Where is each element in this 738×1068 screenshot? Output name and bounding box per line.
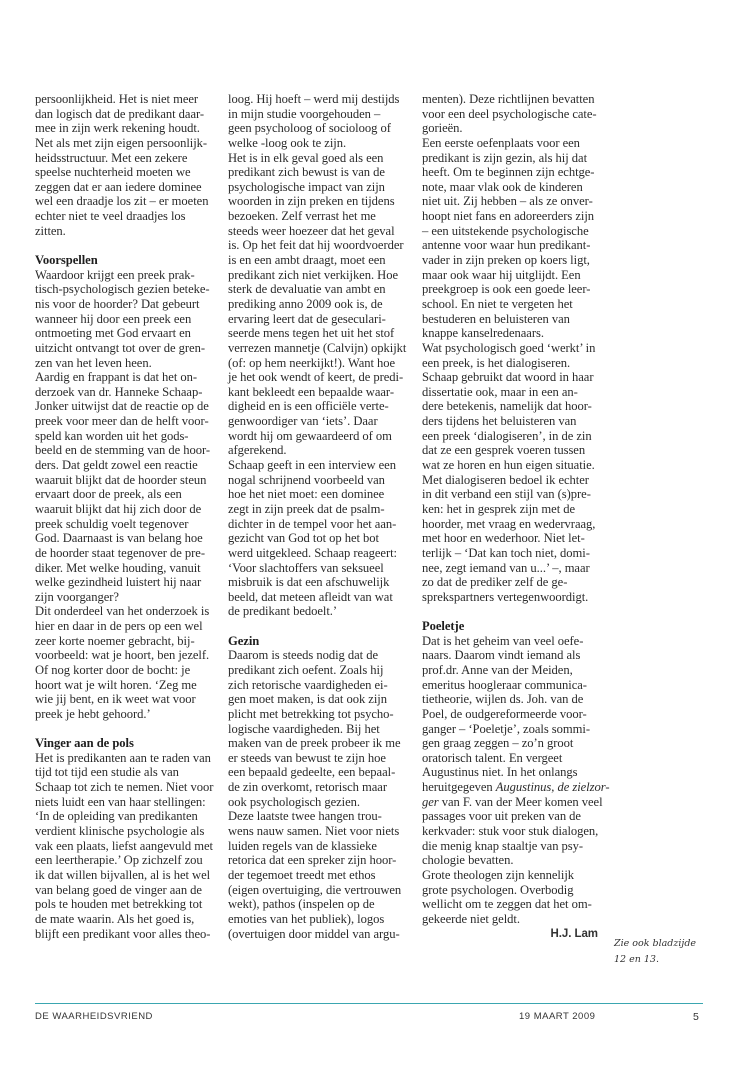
- text-line: vader in zijn preken op koers ligt,: [422, 253, 590, 268]
- text-line: ganger – ‘Poeletje’, zoals sommi-: [422, 721, 590, 736]
- text-line: zich retorische vaardigheden ei-: [228, 677, 388, 692]
- text-line: de mate waarin. Als het goed is,: [35, 911, 195, 926]
- text-line: een preek, is het dialogiseren.: [422, 355, 571, 370]
- text-line: verdient klinische psychologie als: [35, 824, 205, 839]
- text-line: prediking anno 2009 ook is, de: [228, 296, 383, 311]
- text-line: zeggen dat er aan iedere dominee: [35, 179, 202, 194]
- text-line: Met dialogiseren bedoel ik echter: [422, 472, 589, 487]
- text-line: geen psycholoog of socioloog of: [228, 121, 391, 136]
- text-line: antenne voor waar hun predikant-: [422, 238, 591, 253]
- section-heading: Voorspellen: [35, 253, 98, 268]
- text-line: maken van de preek probeer ik me: [228, 736, 401, 751]
- text-line: echter niet te veel draadjes los: [35, 209, 186, 224]
- text-line: dat ze een gesprek voeren tussen: [422, 443, 586, 458]
- text-line: hier en daar in de pers op een wel: [35, 619, 203, 634]
- text-line: dere betekenis, namelijk dat hoor-: [422, 399, 592, 414]
- text-line: een leertherapie.’ Op zichzelf zou: [35, 853, 203, 868]
- text-line: is. Op het feit dat hij woordvoerder: [228, 238, 404, 253]
- text-line: woorden in zijn preken en tijdens: [228, 194, 395, 209]
- text-line: note, maar vlak ook de kinderen: [422, 179, 583, 194]
- text-line: in dit verband een stijl van (s)pre-: [422, 487, 591, 502]
- text-line: [422, 795, 607, 810]
- text-line: preekgroep is ook een goede leer-: [422, 282, 591, 297]
- section-heading: Gezin: [228, 633, 260, 648]
- italic-title-text: ger: [422, 794, 439, 809]
- text-line: God. Daarnaast is van belang hoe: [35, 531, 203, 546]
- text-line: ook psychologisch gezien.: [228, 794, 361, 809]
- text-line: misbruik is dat een afschuwelijk: [228, 575, 390, 590]
- text-line: Dit onderdeel van het onderzoek is: [35, 604, 210, 619]
- text-line: Dat is het geheim van veel oefe-: [422, 633, 584, 648]
- paragraph: [422, 92, 607, 604]
- text-line: predikant zich bewust is van de: [228, 165, 385, 180]
- text-line: Grote theologen zijn kennelijk: [422, 867, 575, 882]
- text-line: zo dat de prediker zelf de ge-: [422, 575, 568, 590]
- text-line: menten). Deze richtlijnen bevatten: [422, 92, 595, 106]
- section-heading: Vinger aan de pols: [35, 736, 134, 751]
- text-line: der tegemoet treedt met ethos: [228, 867, 376, 882]
- text-line: nis voor de hoorder? Dat gebeurt: [35, 296, 200, 311]
- text-line: seerde mens tegen het uit het stof: [228, 326, 395, 341]
- paragraph-spacer: [422, 604, 607, 619]
- text-line: persoonlijkheid. Het is niet meer: [35, 92, 199, 106]
- text-line: Aardig en frappant is dat het on-: [35, 370, 198, 385]
- text-line: digheid en is een officiële verte-: [228, 399, 389, 414]
- text-line: heeft. Om te beginnen zijn echtge-: [422, 165, 595, 180]
- text-line: beeld, dat meteen afleidt van wat: [228, 589, 393, 604]
- text-line: welke gezindheid luistert hij naar: [35, 575, 202, 590]
- text-line: oratorisch talent. En vergeet: [422, 750, 563, 765]
- text-line: emoties van het publiek), logos: [228, 911, 385, 926]
- text-line: niet uit. Zij hebben – als ze onver-: [422, 194, 593, 209]
- text-line: Poel, de oudgereformeerde voor-: [422, 706, 587, 721]
- text-line: niets luidt een van haar stellingen:: [35, 794, 206, 809]
- text-line: welke -loog ook te zijn.: [228, 135, 347, 150]
- sidenote-line-1: Zie ook bladzijde: [614, 938, 697, 949]
- text-line: psychologische impact van zijn: [228, 179, 385, 194]
- text-line: wanneer hij door een preek een: [35, 311, 192, 326]
- text-line: speld kan worden uit het gods-: [35, 428, 189, 443]
- paragraph: [35, 751, 220, 941]
- text-segment: heruitgegeven: [422, 780, 496, 795]
- text-line: dan logisch dat de predikant daar-: [35, 106, 205, 121]
- paragraph: [228, 648, 413, 941]
- text-line: wel een draadje los zit – er moeten: [35, 194, 209, 209]
- text-line: Deze laatste twee hangen trou-: [228, 809, 382, 824]
- text-line: logische vaardigheden. Bij het: [228, 721, 380, 736]
- text-line: uitzicht ontvangt tot over de gren-: [35, 340, 205, 355]
- text-line: dissertatie ook, maar in een an-: [422, 384, 578, 399]
- text-line: Schaap gebruikt dat woord in haar: [422, 370, 594, 385]
- text-line: ders. Dat geldt zowel een reactie: [35, 458, 198, 473]
- text-line: Augustinus niet. In het onlangs: [422, 765, 578, 780]
- text-line: predikant zich niet verkijken. Hoe: [228, 267, 399, 282]
- text-line: de predikant bedoelt.’: [228, 604, 338, 619]
- text-line: Wat psychologisch goed ‘werkt’ in: [422, 340, 596, 355]
- text-line: Waardoor krijgt een preek prak-: [35, 267, 195, 282]
- paragraph: [228, 92, 413, 619]
- text-line: derzoek van dr. Hanneke Schaap-: [35, 384, 203, 399]
- text-line: zijn voorganger?: [35, 589, 119, 604]
- text-line: heidsstructuur. Met een zekere: [35, 150, 188, 165]
- text-line: gen moet maken, is dat ook zijn: [228, 692, 387, 707]
- text-line: gorieën.: [422, 121, 463, 136]
- text-line: beeld en de stemming van de hoor-: [35, 443, 211, 458]
- article-column-2: [228, 92, 413, 941]
- text-line: voor een deel psychologische cate-: [422, 106, 597, 121]
- issue-date: 19 MAART 2009: [519, 1011, 596, 1022]
- section-heading: Poeletje: [422, 619, 465, 634]
- text-line: er steeds van bewust te zijn hoe: [228, 750, 386, 765]
- text-line: waaruit blijkt dat hij zich door de: [35, 501, 202, 516]
- cross-reference-note: [614, 936, 696, 968]
- text-line: ontmoeting met God ervaart en: [35, 326, 191, 341]
- text-line: een preek ‘dialogiseren’, in de zin: [422, 428, 592, 443]
- text-line: kerkvader: stuk voor stuk dialogen,: [422, 824, 599, 839]
- text-line: wat ze horen en hun eigen situatie.: [422, 458, 595, 473]
- text-line: ken: het in gesprek zijn met de: [422, 501, 576, 516]
- text-line: nee, zegt iemand van u...’ –, maar: [422, 560, 590, 575]
- text-line: de zin overkomt, retorisch maar: [228, 780, 387, 795]
- text-line: grote psychologen. Overbodig: [422, 882, 574, 897]
- paragraph-spacer: [35, 238, 220, 253]
- text-line: ik dat willen bijvallen, al is het wel: [35, 867, 211, 882]
- text-line: tijd tot tijd een studie als van: [35, 765, 179, 780]
- text-line: wellicht om te zeggen dat het om-: [422, 897, 592, 912]
- text-line: Het is predikanten aan te raden van: [35, 750, 211, 765]
- text-line: sterk de devaluatie van ambt en: [228, 282, 386, 297]
- text-line: zegt in zijn preek dat de psalm-: [228, 501, 385, 516]
- text-line: retorica dat een spreker zijn hoor-: [228, 853, 397, 868]
- text-line: (of: op hem neerkijkt!). Want hoe: [228, 355, 396, 370]
- text-line: Jonker uitwijst dat de reactie op de: [35, 399, 209, 414]
- text-line: tietheorie, wijlen ds. Joh. van de: [422, 692, 584, 707]
- text-line: is en een ambt draagt, moet een: [228, 253, 386, 268]
- text-line: school. En niet te vergeten het: [422, 296, 573, 311]
- text-line: passages voor uit preken van de: [422, 809, 581, 824]
- text-line: je het ook wendt of keert, de predi-: [228, 370, 404, 385]
- italic-title-text: Augustinus, de zielzor-: [495, 780, 610, 795]
- paragraph: [35, 268, 220, 722]
- author-name: H.J. Lam: [550, 927, 598, 940]
- text-line: genwoordiger van ‘iets’. Daar: [228, 414, 378, 429]
- text-line: predikant is zijn gezin, als hij dat: [422, 150, 588, 165]
- text-line: predikant zich oefent. Zoals hij: [228, 662, 384, 677]
- text-line: Of nog korter door de bocht: je: [35, 662, 191, 677]
- text-line: plicht met betrekking tot psycho-: [228, 706, 394, 721]
- text-line: – een uitstekende psychologische: [422, 223, 589, 238]
- text-line: zitten.: [35, 223, 66, 238]
- paragraph: [35, 92, 220, 238]
- text-line: terlijk – ‘Dat kan toch niet, domi-: [422, 545, 590, 560]
- text-line: naars. Daarom vindt iemand als: [422, 648, 581, 663]
- text-line: speelse nuchterheid moeten we: [35, 165, 191, 180]
- text-line: blijft een predikant voor alles theo-: [35, 926, 211, 941]
- text-line: sprekspartners vertegenwoordigt.: [422, 589, 589, 604]
- page-number: 5: [693, 1011, 700, 1023]
- text-line: Net als met zijn eigen persoonlijk-: [35, 135, 208, 150]
- publication-name: DE WAARHEIDSVRIEND: [35, 1011, 153, 1022]
- text-line: werd uitgekleed. Schaap reageert:: [228, 545, 397, 560]
- text-line: ders tijdens het beluisteren van: [422, 414, 577, 429]
- text-line: bezoeken. Zelf verrast het me: [228, 209, 376, 224]
- text-line: waaruit blijkt dat de hoorder steun: [35, 472, 207, 487]
- text-line: wens nauw samen. Niet voor niets: [228, 824, 400, 839]
- text-line: dichter in de tempel voor het aan-: [228, 516, 397, 531]
- text-line: die menig knap staaltje van psy-: [422, 838, 584, 853]
- text-line: wekt), pathos (inspelen op de: [228, 897, 375, 912]
- text-line: kant bekleedt een bepaalde waar-: [228, 384, 394, 399]
- text-line: bestuderen en beluisteren van: [422, 311, 570, 326]
- sidenote-line-2: 12 en 13.: [614, 954, 659, 965]
- text-line: zen van het leven heen.: [35, 355, 152, 370]
- text-line: hoorder, met vraag en wedervraag,: [422, 516, 596, 531]
- text-line: een bepaald gedeelte, een bepaal-: [228, 765, 396, 780]
- article-column-1: [35, 92, 220, 941]
- text-line: mee in zijn werk rekening houdt.: [35, 121, 200, 136]
- text-line: Het is in elk geval goed als een: [228, 150, 384, 165]
- paragraph: [422, 633, 610, 927]
- text-line: van belang goed de vinger aan de: [35, 882, 202, 897]
- text-line: ervaart door de preek, als een: [35, 487, 182, 502]
- text-line: wie jij bent, en ik weet wat voor: [35, 692, 196, 707]
- text-line: nogal schrijnend voorbeeld van: [228, 472, 385, 487]
- text-line: met hoor en wederhoor. Niet let-: [422, 531, 585, 546]
- paragraph-spacer: [228, 619, 413, 634]
- text-line: steeds weer hoezeer dat het geval: [228, 223, 395, 238]
- text-line: preek voor meer dan de helft voor-: [35, 414, 209, 429]
- text-line: Daarom is steeds nodig dat de: [228, 648, 378, 663]
- text-line: Een eerste oefenplaats voor een: [422, 135, 580, 150]
- text-line: chologie bevatten.: [422, 853, 514, 868]
- text-line: gen graag zeggen – zo’n groot: [422, 736, 574, 751]
- text-line: ‘Voor slachtoffers van seksueel: [228, 560, 384, 575]
- text-line: preek je hebt gehoord.’: [35, 706, 151, 721]
- text-line: Schaap tot zich te nemen. Niet voor: [35, 780, 214, 795]
- text-line: emeritus hoogleraar communica-: [422, 677, 587, 692]
- text-line: hoort wat je wilt horen. ‘Zeg me: [35, 677, 197, 692]
- text-line: maar ook waar hij uitglijdt. Een: [422, 267, 581, 282]
- text-line: wordt hij om gewaardeerd of om: [228, 428, 392, 443]
- text-line: pols te houden met betrekking tot: [35, 897, 203, 912]
- text-line: de hoorder staat tegenover de pre-: [35, 545, 205, 560]
- text-line: hoe het niet moet: een dominee: [228, 487, 385, 502]
- text-line: ‘In de opleiding van predikanten: [35, 809, 198, 824]
- text-line: vak een plaats, liefst aangevuld met: [35, 838, 213, 853]
- text-line: afgerekend.: [228, 443, 287, 458]
- text-line: gekeerde niet geldt.: [422, 911, 520, 926]
- footer-divider: [35, 1003, 703, 1004]
- text-line: verrezen mannetje (Calvijn) opkijkt: [228, 340, 407, 355]
- text-line: (eigen overtuiging, die vertrouwen: [228, 882, 402, 897]
- text-line: loog. Hij hoeft – werd mij destijds: [228, 92, 400, 106]
- text-segment: van F. van der Meer komen veel: [438, 794, 603, 809]
- paragraph-spacer: [35, 722, 220, 737]
- text-line: preek schuldig voelt tegenover: [35, 516, 189, 531]
- text-line: knappe kanselredenaars.: [422, 326, 544, 341]
- text-line: zeer korte noemer gebracht, bij-: [35, 633, 195, 648]
- text-line: voorbeeld: wat je hoort, ben jezelf.: [35, 648, 210, 663]
- text-line: diker. Met welke houding, vanuit: [35, 560, 201, 575]
- text-line: luiden regels van de klassieke: [228, 838, 377, 853]
- article-column-3: [422, 92, 610, 941]
- text-line: (overtuigen door middel van argu-: [228, 926, 400, 941]
- text-line: hoopt niet fans en adoreerders zijn: [422, 209, 595, 224]
- text-line: gezicht van God tot op het bot: [228, 531, 379, 546]
- text-line: prof.dr. Anne van der Meiden,: [422, 662, 573, 677]
- text-line: [422, 780, 610, 795]
- text-line: Schaap geeft in een interview een: [228, 458, 396, 473]
- text-line: tisch-psychologisch gezien beteke-: [35, 282, 210, 297]
- text-line: ervaring leert dat de geseculari-: [228, 311, 386, 326]
- text-line: in mijn studie voorgehouden –: [228, 106, 381, 121]
